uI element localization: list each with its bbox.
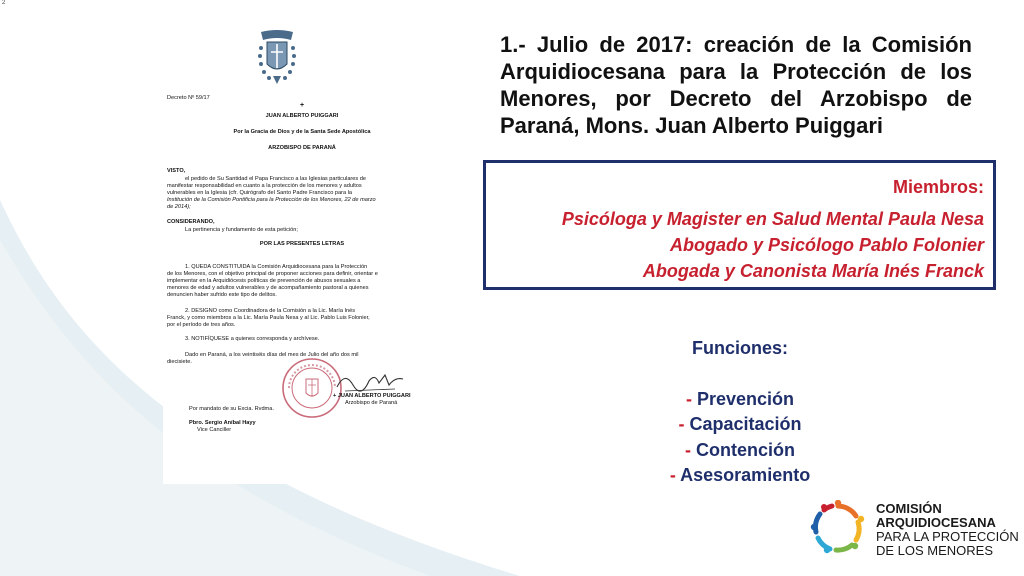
visto-line: de 2014); xyxy=(167,204,191,210)
considerando-label: CONSIDERANDO, xyxy=(167,219,215,225)
logo-line: COMISIÓN xyxy=(876,501,942,516)
visto-line: el pedido de Su Santidad el Papa Francisco a las Iglesias particulares de xyxy=(185,176,366,182)
signature-name: + JUAN ALBERTO PUIGGARI xyxy=(333,393,411,399)
member-item: Psicóloga y Magister en Salud Mental Paula Nesa xyxy=(561,209,984,229)
chancellor-name: Pbro. Sergio Aníbal Hayy xyxy=(189,420,256,426)
paragraph-line: 2. DESIGNO como Coordinadora de la Comisión a la Lic. María Inés xyxy=(185,308,356,314)
members-title: Miembros: xyxy=(892,177,984,197)
signature-title: Arzobispo de Paraná xyxy=(345,400,398,406)
paragraph-line: denuncien haber sufrido este tipo de delitos. xyxy=(167,292,277,298)
function-bullet: - xyxy=(678,414,690,434)
logo-line: DE LOS MENORES xyxy=(876,543,994,558)
archbishop-name: JUAN ALBERTO PUIGGARI xyxy=(265,113,339,119)
function-item xyxy=(610,465,870,486)
function-bullet: - xyxy=(685,389,697,409)
member-item: Abogada y Canonista María Inés Franck xyxy=(642,261,984,281)
function-label: Asesoramiento xyxy=(680,465,811,485)
function-label: Prevención xyxy=(696,389,795,409)
dado-line: diecisiete. xyxy=(167,359,192,365)
paragraph-line: 3. NOTIFÍQUESE a quienes corresponda y archívese. xyxy=(185,336,320,342)
function-item xyxy=(610,389,870,410)
chancellor-title: Vice Canciller xyxy=(197,427,232,433)
paragraph-line: de los Menores, con el objetivo principal de proponer acciones para definir, orientar e xyxy=(167,271,378,277)
paragraph-line: Franck, y como miembros a la Lic. María Paula Nesa y al Lic. Pablo Luis Folonier, xyxy=(167,315,370,321)
coat-of-arms-icon xyxy=(255,30,299,86)
paragraph-line: implementar en la Arquidiócesis políticas de prevención de abusos sexuales a xyxy=(167,278,361,284)
visto-label: VISTO, xyxy=(167,168,186,174)
commission-logo-icon xyxy=(810,500,866,556)
decree-cross: + xyxy=(299,102,305,109)
commission-logo-text xyxy=(876,502,1019,558)
mandato-line: Por mandato de su Excia. Rvdma. xyxy=(189,406,274,412)
function-label: Contención xyxy=(696,440,795,460)
paragraph-line: por el período de tres años. xyxy=(167,322,236,328)
considerando-line: La pertinencia y fundamento de esta petición; xyxy=(185,227,298,233)
decree-title: ARZOBISPO DE PARANÁ xyxy=(268,145,336,151)
decree-number: Decreto Nº 59/17 xyxy=(167,95,210,101)
slide-heading: 1.- Julio de 2017: creación de la Comisión Arquidiocesana para la Protección de los Menores, por Decreto del Arzobispo de Paraná, Mons. Juan Alberto Puiggari xyxy=(500,32,972,138)
function-item xyxy=(610,414,870,435)
letras-heading: POR LAS PRESENTES LETRAS xyxy=(259,241,345,247)
grace-line: Por la Gracia de Dios y de la Santa Sede Apostólica xyxy=(233,129,371,135)
function-bullet: - xyxy=(685,440,696,460)
visto-line: Institución de la Comisión Pontificia para la Protección de los Menores, 22 de marzo xyxy=(167,197,376,203)
visto-line: vulnerables en la Iglesia (cfr. Quirógrafo del Santo Padre Francisco para la xyxy=(167,190,353,196)
member-item: Abogado y Psicólogo Pablo Folonier xyxy=(669,235,984,255)
members-box xyxy=(483,160,996,290)
functions-title: Funciones: xyxy=(691,338,788,358)
function-item xyxy=(610,440,870,461)
paragraph-line: menores de edad y adultos vulnerables y de acompañamiento pastoral a quienes xyxy=(167,285,369,291)
function-bullet: - xyxy=(669,465,681,485)
decree-document xyxy=(163,22,441,484)
logo-line: PARA LA PROTECCIÓN xyxy=(876,529,1019,544)
dado-line: Dado en Paraná, a los veintiséis días del mes de Julio del año dos mil xyxy=(185,352,359,358)
page-number: 2 xyxy=(2,0,6,6)
function-label: Capacitación xyxy=(689,414,802,434)
seal-stamp-icon xyxy=(281,357,343,419)
paragraph-line: 1. QUEDA CONSTITUIDA la Comisión Arquidiocesana para la Protección xyxy=(185,264,368,270)
logo-line: ARQUIDIOCESANA xyxy=(876,515,996,530)
visto-line: manifestar responsabilidad en cuanto a la protección de los menores y adultos xyxy=(167,183,362,189)
signature-icon xyxy=(335,367,405,395)
